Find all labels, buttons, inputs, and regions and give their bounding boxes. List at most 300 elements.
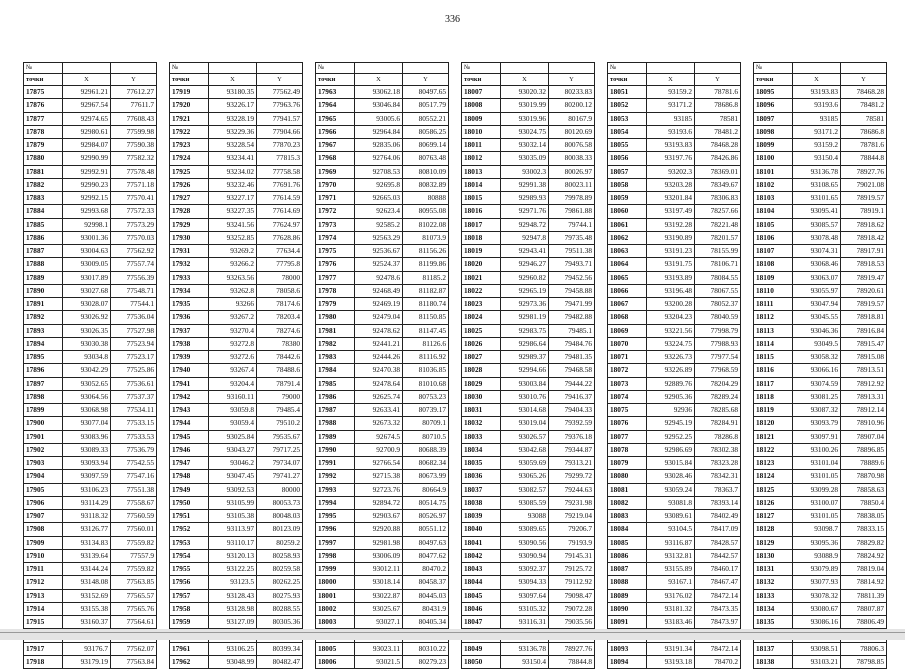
- point-id: 18087: [608, 563, 647, 576]
- point-id: 18128: [754, 523, 793, 536]
- y-value: 77612.27: [111, 86, 157, 99]
- table-row: [608, 152, 741, 165]
- table-row: [316, 642, 449, 655]
- x-value: 93136.78: [793, 165, 841, 178]
- y-value: 79098.47: [549, 589, 595, 602]
- y-value: 77573.29: [111, 218, 157, 231]
- y-value: 80682.34: [403, 457, 449, 470]
- y-value: 80431.9: [403, 602, 449, 615]
- point-id: 18035: [462, 457, 501, 470]
- x-value: 92715.38: [355, 470, 403, 483]
- table-row: [316, 218, 449, 231]
- table-row: [24, 377, 157, 390]
- table-row: [462, 602, 595, 615]
- y-value: 78919.47: [841, 271, 887, 284]
- y-value: 80664.9: [403, 483, 449, 496]
- point-id: 18078: [608, 443, 647, 456]
- x-value: 93148.08: [63, 576, 111, 589]
- table-row: [24, 218, 157, 231]
- point-id: 18130: [754, 549, 793, 562]
- header-blank-x: [793, 63, 841, 74]
- x-value: 93101.04: [793, 457, 841, 470]
- x-value: 93116.87: [647, 536, 695, 549]
- x-value: 93043.27: [209, 443, 257, 456]
- point-id: 17974: [316, 231, 355, 244]
- x-value: 92952.25: [647, 430, 695, 443]
- x-value: 93027.68: [63, 284, 111, 297]
- point-id: 18127: [754, 510, 793, 523]
- point-id: 17936: [170, 311, 209, 324]
- point-id: 18051: [608, 86, 647, 99]
- x-value: 93204.4: [209, 377, 257, 390]
- y-value: 78204.29: [695, 377, 741, 390]
- point-id: 18098: [754, 125, 793, 138]
- y-value: 79404.33: [549, 404, 595, 417]
- point-id: 18115: [754, 351, 793, 364]
- table-row: [170, 125, 303, 138]
- page-number: 336: [445, 14, 460, 25]
- point-id: 17987: [316, 404, 355, 417]
- point-id: 17946: [170, 443, 209, 456]
- x-value: 93018.14: [355, 576, 403, 589]
- y-value: 78473.97: [695, 616, 741, 629]
- header-point: точки: [754, 74, 793, 86]
- point-id: 17993: [316, 483, 355, 496]
- table-row: [24, 457, 157, 470]
- x-value: 93185: [647, 112, 695, 125]
- x-value: 92665.03: [355, 192, 403, 205]
- y-value: 78342.31: [695, 470, 741, 483]
- point-id: 17992: [316, 470, 355, 483]
- y-value: 79458.88: [549, 284, 595, 297]
- table-row: [462, 523, 595, 536]
- point-id: 18003: [316, 616, 355, 629]
- table-row: [608, 602, 741, 615]
- header-blank-x: [63, 63, 111, 74]
- header-blank-x: [355, 63, 403, 74]
- point-id: 17879: [24, 139, 63, 152]
- x-value: 93201.84: [647, 192, 695, 205]
- table-row: [462, 549, 595, 562]
- table-row: [316, 298, 449, 311]
- table-row: [316, 602, 449, 615]
- table-row: [170, 298, 303, 311]
- y-value: 79444.22: [549, 377, 595, 390]
- table-row: [608, 589, 741, 602]
- table-row: [24, 271, 157, 284]
- table-row: [24, 125, 157, 138]
- y-value: 78918.81: [841, 311, 887, 324]
- header-y: Y: [257, 74, 303, 86]
- x-value: 93262.8: [209, 284, 257, 297]
- point-id: 17911: [24, 563, 63, 576]
- y-value: 80123.09: [257, 523, 303, 536]
- x-value: 93046.84: [355, 99, 403, 112]
- x-value: 92585.2: [355, 218, 403, 231]
- point-id: 17979: [316, 298, 355, 311]
- point-id: 17920: [170, 99, 209, 112]
- x-value: 93106.23: [63, 483, 111, 496]
- table-row: [170, 99, 303, 112]
- x-value: 93227.35: [209, 205, 257, 218]
- header-point: точки: [170, 74, 209, 86]
- x-value: 93088: [501, 510, 549, 523]
- point-id: 18069: [608, 324, 647, 337]
- x-value: 93068.98: [63, 404, 111, 417]
- point-id: 17950: [170, 496, 209, 509]
- x-value: 93086.16: [793, 616, 841, 629]
- table-row: [170, 549, 303, 562]
- x-value: 92945.19: [647, 417, 695, 430]
- y-value: 77998.79: [695, 324, 741, 337]
- point-id: 18015: [462, 192, 501, 205]
- header-no: №: [24, 63, 63, 74]
- y-value: 78472.14: [695, 589, 741, 602]
- y-value: 77562.92: [111, 245, 157, 258]
- y-value: 78829.82: [841, 536, 887, 549]
- y-value: 78870.98: [841, 470, 887, 483]
- y-value: 79717.25: [257, 443, 303, 456]
- y-value: 77571.18: [111, 178, 157, 191]
- y-value: 77570.41: [111, 192, 157, 205]
- x-value: 92478.62: [355, 324, 403, 337]
- x-value: 93134.83: [63, 536, 111, 549]
- x-value: 93181.32: [647, 602, 695, 615]
- x-value: 93065.26: [501, 470, 549, 483]
- table-row: [754, 337, 887, 350]
- table-row: [462, 178, 595, 191]
- x-value: 93022.87: [355, 589, 403, 602]
- x-value: 93059.4: [209, 417, 257, 430]
- table-row: [754, 443, 887, 456]
- point-id: 18134: [754, 602, 793, 615]
- y-value: 79485.4: [257, 404, 303, 417]
- table-row: [170, 655, 303, 668]
- x-value: 93226.73: [647, 351, 695, 364]
- y-value: 77963.76: [257, 99, 303, 112]
- table-row: [608, 430, 741, 443]
- x-value: 93101.65: [793, 192, 841, 205]
- y-value: 78814.92: [841, 576, 887, 589]
- x-value: 93035.09: [501, 152, 549, 165]
- x-value: 93042.29: [63, 364, 111, 377]
- point-id: 18123: [754, 457, 793, 470]
- x-value: 93098.51: [793, 642, 841, 655]
- y-value: 80810.09: [403, 165, 449, 178]
- table-row: [24, 298, 157, 311]
- y-value: 78844.8: [549, 655, 595, 668]
- y-value: 78806.3: [841, 642, 887, 655]
- x-value: 93095.41: [793, 205, 841, 218]
- point-id: 18073: [608, 377, 647, 390]
- y-value: 80526.97: [403, 510, 449, 523]
- y-value: 80470.2: [403, 563, 449, 576]
- x-value: 93191.75: [647, 258, 695, 271]
- table-row: [754, 125, 887, 138]
- table-row: [24, 351, 157, 364]
- x-value: 93227.17: [209, 192, 257, 205]
- y-value: 79392.59: [549, 417, 595, 430]
- point-id: 17975: [316, 245, 355, 258]
- y-value: 80233.83: [549, 86, 595, 99]
- point-id: 18090: [608, 602, 647, 615]
- table-row: [170, 178, 303, 191]
- y-value: 80739.17: [403, 404, 449, 417]
- table-row: [462, 218, 595, 231]
- table-row: [24, 655, 157, 668]
- x-value: 92986.64: [501, 337, 549, 350]
- point-id: 17942: [170, 390, 209, 403]
- x-value: 93059.8: [209, 404, 257, 417]
- x-value: 93116.31: [501, 616, 549, 629]
- point-id: 17977: [316, 271, 355, 284]
- point-id: 17914: [24, 602, 63, 615]
- x-value: 92990.99: [63, 152, 111, 165]
- point-id: 17890: [24, 284, 63, 297]
- x-value: 93193.83: [793, 86, 841, 99]
- table-row: [316, 576, 449, 589]
- x-value: 93150.4: [793, 152, 841, 165]
- x-value: 93127.09: [209, 616, 257, 629]
- table-row: [170, 337, 303, 350]
- x-value: 92700.9: [355, 443, 403, 456]
- x-value: 92468.49: [355, 284, 403, 297]
- table-row: [170, 231, 303, 244]
- y-value: 78907.04: [841, 430, 887, 443]
- y-value: 78915.47: [841, 337, 887, 350]
- x-value: 93004.63: [63, 245, 111, 258]
- table-row: [316, 563, 449, 576]
- y-value: 80497.63: [403, 536, 449, 549]
- table-row: [608, 284, 741, 297]
- table-row: [462, 496, 595, 509]
- header-row-no: [754, 63, 887, 74]
- table-row: [462, 337, 595, 350]
- table-row: [24, 324, 157, 337]
- y-value: 81199.86: [403, 258, 449, 271]
- point-id: 17959: [170, 616, 209, 629]
- point-id: 17895: [24, 351, 63, 364]
- table-row: [316, 351, 449, 364]
- y-value: 80710.5: [403, 430, 449, 443]
- y-value: 77565.76: [111, 602, 157, 615]
- y-value: 80445.03: [403, 589, 449, 602]
- table-row: [170, 205, 303, 218]
- x-value: 93026.57: [501, 430, 549, 443]
- point-id: 17931: [170, 245, 209, 258]
- point-id: 17882: [24, 178, 63, 191]
- x-value: 92981.19: [501, 311, 549, 324]
- table-row: [24, 536, 157, 549]
- point-id: 17924: [170, 152, 209, 165]
- y-value: 80288.55: [257, 602, 303, 615]
- point-id: 18033: [462, 430, 501, 443]
- x-value: 93089.33: [63, 443, 111, 456]
- header-point: точки: [24, 74, 63, 86]
- y-value: 78473.35: [695, 602, 741, 615]
- y-value: 78417.09: [695, 523, 741, 536]
- point-id: 17919: [170, 86, 209, 99]
- header-row-labels: [608, 74, 741, 86]
- table-row: [608, 205, 741, 218]
- y-value: 77977.54: [695, 351, 741, 364]
- table-row: [24, 245, 157, 258]
- table-row: [462, 298, 595, 311]
- x-value: 93103.21: [793, 655, 841, 668]
- point-id: 18067: [608, 298, 647, 311]
- point-id: 18116: [754, 364, 793, 377]
- point-id: 17883: [24, 192, 63, 205]
- point-id: 18118: [754, 390, 793, 403]
- table-row: [608, 549, 741, 562]
- y-value: 79861.88: [549, 205, 595, 218]
- y-value: 80120.69: [549, 125, 595, 138]
- y-value: 77634.4: [257, 245, 303, 258]
- x-value: 93110.17: [209, 536, 257, 549]
- table-row: [754, 218, 887, 231]
- point-id: 18006: [316, 655, 355, 668]
- x-value: 93097.91: [793, 430, 841, 443]
- x-value: 93150.4: [501, 655, 549, 668]
- table-row: [608, 616, 741, 629]
- table-row: [24, 616, 157, 629]
- table-row: [170, 523, 303, 536]
- point-id: 17922: [170, 125, 209, 138]
- header-row-labels: [462, 74, 595, 86]
- point-id: 17899: [24, 404, 63, 417]
- point-id: 17889: [24, 271, 63, 284]
- x-value: 93139.64: [63, 549, 111, 562]
- x-value: 93114.29: [63, 496, 111, 509]
- table-row: [754, 165, 887, 178]
- table-row: [170, 139, 303, 152]
- point-id: 18056: [608, 152, 647, 165]
- x-value: 93190.89: [647, 231, 695, 244]
- x-value: 92478.6: [355, 271, 403, 284]
- x-value: 93180.35: [209, 86, 257, 99]
- table-row: [754, 655, 887, 668]
- table-row: [462, 231, 595, 244]
- table-row: [24, 99, 157, 112]
- x-value: 93113.97: [209, 523, 257, 536]
- table-row: [24, 231, 157, 244]
- x-value: 92993.68: [63, 205, 111, 218]
- y-value: 80552.21: [403, 112, 449, 125]
- table-row: [316, 390, 449, 403]
- y-value: 79741.27: [257, 470, 303, 483]
- point-id: 17941: [170, 377, 209, 390]
- y-value: 77608.43: [111, 112, 157, 125]
- x-value: 92444.26: [355, 351, 403, 364]
- x-value: 93234.41: [209, 152, 257, 165]
- x-value: 92946.27: [501, 258, 549, 271]
- x-value: 93101.05: [793, 470, 841, 483]
- y-value: 80753.23: [403, 390, 449, 403]
- table-row: [754, 457, 887, 470]
- table-row: [24, 523, 157, 536]
- point-id: 17996: [316, 523, 355, 536]
- y-value: 78915.08: [841, 351, 887, 364]
- x-value: 93077.04: [63, 417, 111, 430]
- x-value: 93085.57: [793, 218, 841, 231]
- y-value: 81156.26: [403, 245, 449, 258]
- table-row: [316, 231, 449, 244]
- x-value: 92989.93: [501, 192, 549, 205]
- x-value: 93047.45: [209, 470, 257, 483]
- point-id: 18110: [754, 284, 793, 297]
- point-id: 17988: [316, 417, 355, 430]
- y-value: 81147.45: [403, 324, 449, 337]
- point-id: 17976: [316, 258, 355, 271]
- table-row: [754, 602, 887, 615]
- y-value: 78481.2: [841, 99, 887, 112]
- x-value: 93176.7: [63, 642, 111, 655]
- table-row: [24, 576, 157, 589]
- y-value: 78850.4: [841, 496, 887, 509]
- table-row: [608, 99, 741, 112]
- x-value: 93132.81: [647, 549, 695, 562]
- table-row: [24, 430, 157, 443]
- y-value: 81116.92: [403, 351, 449, 364]
- y-value: 80405.34: [403, 616, 449, 629]
- table-row: [608, 86, 741, 99]
- y-value: 77563.85: [111, 576, 157, 589]
- table-row: [462, 483, 595, 496]
- point-id: 17900: [24, 417, 63, 430]
- point-id: 18104: [754, 205, 793, 218]
- header-x: X: [355, 74, 403, 86]
- y-value: 78920.61: [841, 284, 887, 297]
- y-value: 78467.47: [695, 576, 741, 589]
- y-value: 80167.9: [549, 112, 595, 125]
- table-row: [316, 523, 449, 536]
- y-value: 80310.22: [403, 642, 449, 655]
- header-row-no: [462, 63, 595, 74]
- point-id: 18024: [462, 311, 501, 324]
- y-value: 78918.62: [841, 218, 887, 231]
- table-row: [754, 390, 887, 403]
- point-id: 18066: [608, 284, 647, 297]
- y-value: 80763.48: [403, 152, 449, 165]
- y-value: 78833.15: [841, 523, 887, 536]
- x-value: 93272.8: [209, 337, 257, 350]
- point-id: 17994: [316, 496, 355, 509]
- table-row: [462, 457, 595, 470]
- table-row: [170, 510, 303, 523]
- point-id: 18002: [316, 602, 355, 615]
- table-row: [462, 364, 595, 377]
- y-value: 80048.03: [257, 510, 303, 523]
- table-row: [462, 245, 595, 258]
- table-row: [316, 311, 449, 324]
- point-id: 17990: [316, 443, 355, 456]
- x-value: 93272.6: [209, 351, 257, 364]
- header-blank-y: [111, 63, 157, 74]
- y-value: 78442.6: [257, 351, 303, 364]
- y-value: 80038.33: [549, 152, 595, 165]
- point-id: 17925: [170, 165, 209, 178]
- x-value: 93228.19: [209, 112, 257, 125]
- y-value: 77557.74: [111, 258, 157, 271]
- x-value: 93078.32: [793, 589, 841, 602]
- y-value: 77795.8: [257, 258, 303, 271]
- x-value: 93097.59: [63, 470, 111, 483]
- x-value: 93034.8: [63, 351, 111, 364]
- point-id: 17998: [316, 549, 355, 562]
- header-y: Y: [695, 74, 741, 86]
- point-id: 18074: [608, 390, 647, 403]
- table-row: [170, 470, 303, 483]
